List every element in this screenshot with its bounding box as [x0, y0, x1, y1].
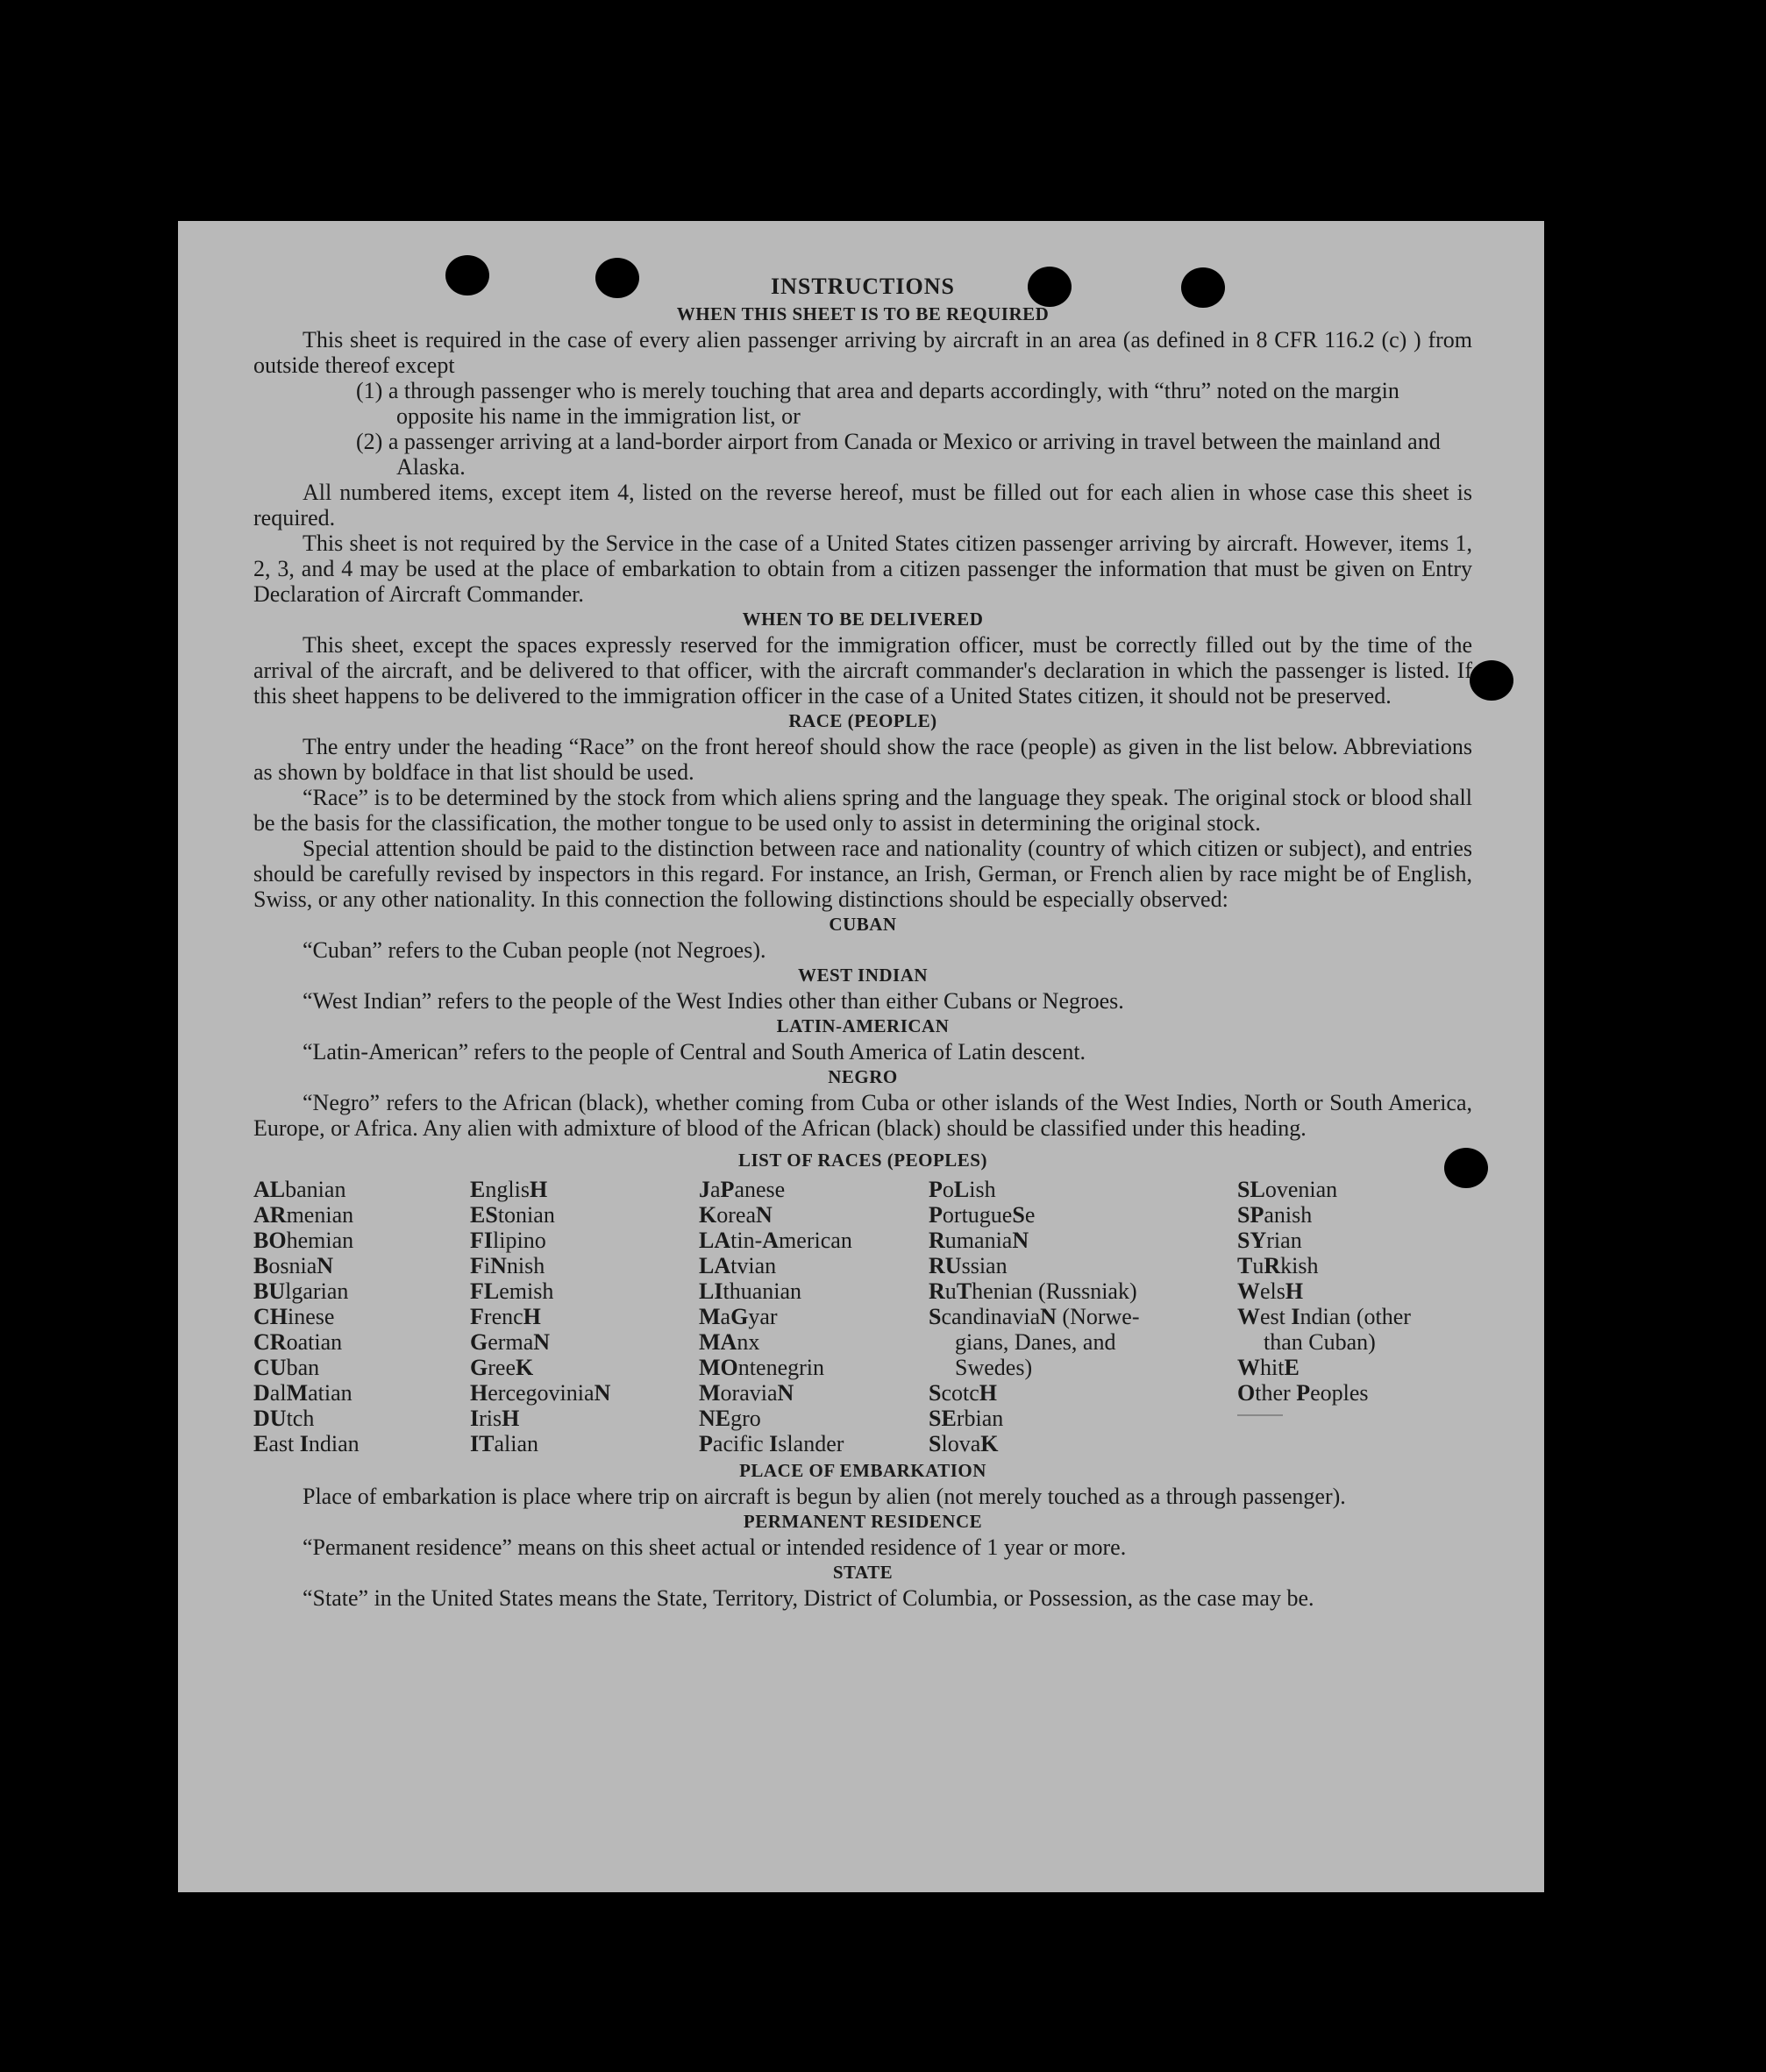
race-item: WhitE [1237, 1355, 1300, 1380]
race-item: RUssian [929, 1253, 1008, 1278]
paragraph-delivered: This sheet, except the spaces expressly reserved for the immigration officer, must be correctly filled out by the time of the arrival of the aircraft, and be delivered to that officer, with the aircraft commander's declaration in which the passenger is listed. If this sheet happens to be delivered to the immigration officer in the case of a United States citizen, it should not be preserved. [253, 632, 1472, 708]
race-item: SLovenian [1237, 1177, 1338, 1202]
race-item: DUtch [253, 1406, 315, 1431]
race-item: BosniaN [253, 1253, 334, 1278]
race-item: SlovaK [929, 1431, 999, 1456]
race-item: East Indian [253, 1431, 360, 1456]
race-item: PoLish [929, 1177, 996, 1202]
paragraph-citizen: This sheet is not required by the Service in the case of a United States citizen passenger arriving by aircraft. However, items 1, 2, 3, and 4 may be used at the place of embarkation to obtain from a citizen passenger the information that must be given on Entry Declaration of Aircraft Commander. [253, 530, 1472, 607]
race-item: FiNnish [470, 1253, 545, 1278]
race-item: WelsH [1237, 1278, 1304, 1304]
race-item: LAtvian [699, 1253, 777, 1278]
race-column [470, 1177, 699, 1456]
race-item: ALbanian [253, 1177, 346, 1202]
paragraph-west-indian: “West Indian” refers to the people of the West Indies other than either Cubans or Negroes. [303, 988, 1124, 1014]
race-item: SPanish [1237, 1202, 1313, 1228]
race-item: BUlgarian [253, 1278, 349, 1304]
heading-embarkation: PLACE OF EMBARKATION [739, 1460, 986, 1481]
race-item: RumaniaN [929, 1228, 1029, 1253]
heading-latin-american: LATIN-AMERICAN [776, 1015, 950, 1036]
exception-2: (2) a passenger arriving at a land-border airport from Canada or Mexico or arriving in travel between the mainland and Alaska. [356, 429, 1441, 480]
race-column [699, 1177, 929, 1456]
race-item: ITalian [470, 1431, 539, 1456]
paragraph-race-2: “Race” is to be determined by the stock from which aliens spring and the language they speak. The original stock or blood shall be the basis for the classification, the mother tongue to be used only to assist in determining the original stock. [253, 785, 1472, 836]
paragraph-permanent-residence: “Permanent residence” means on this sheet actual or intended residence of 1 year or more. [303, 1534, 1127, 1560]
divider [1237, 1414, 1283, 1416]
race-item: BOhemian [253, 1228, 354, 1253]
page-title: INSTRUCTIONS [771, 274, 955, 299]
heading-when-delivered: WHEN TO BE DELIVERED [742, 609, 984, 630]
instructions-body [253, 272, 1472, 1611]
race-item: CUban [253, 1355, 320, 1380]
race-item: DalMatian [253, 1380, 352, 1406]
race-item: West Indian (other [1237, 1304, 1411, 1329]
race-item: Swedes) [955, 1355, 1033, 1380]
race-item: HercegoviniaN [470, 1380, 611, 1406]
race-item: SErbian [929, 1406, 1004, 1431]
paragraph-numbered-items: All numbered items, except item 4, listed on the reverse hereof, must be filled out for each alien in whose case this sheet is required. [253, 480, 1472, 530]
race-item: ScotcH [929, 1380, 998, 1406]
heading-race: RACE (PEOPLE) [788, 710, 937, 731]
race-item: MaGyar [699, 1304, 778, 1329]
punch-hole [1470, 660, 1513, 701]
race-column [1237, 1177, 1472, 1456]
race-item: LAtin-American [699, 1228, 852, 1253]
race-item: CHinese [253, 1304, 335, 1329]
race-item: ScandinaviaN (Norwe- [929, 1304, 1140, 1329]
race-list [253, 1177, 1472, 1456]
race-column [929, 1177, 1237, 1456]
paragraph-state: “State” in the United States means the State, Territory, District of Columbia, or Possession, as the case may be. [303, 1585, 1314, 1611]
heading-west-indian: WEST INDIAN [797, 965, 929, 986]
race-item: Pacific Islander [699, 1431, 844, 1456]
race-item: EStonian [470, 1202, 555, 1228]
race-item: SYrian [1237, 1228, 1302, 1253]
race-item: MOntenegrin [699, 1355, 825, 1380]
paragraph-required-intro: This sheet is required in the case of every alien passenger arriving by aircraft in an area (as defined in 8 CFR 116.2 (c) ) from outside thereof except [253, 327, 1472, 378]
heading-cuban: CUBAN [829, 914, 897, 935]
race-item: FIlipino [470, 1228, 546, 1253]
race-item: MAnx [699, 1329, 760, 1355]
heading-list-of-races: LIST OF RACES (PEOPLES) [738, 1150, 987, 1171]
race-item: IrisH [470, 1406, 520, 1431]
race-item: CRoatian [253, 1329, 343, 1355]
race-item: Other Peoples [1237, 1380, 1369, 1406]
race-item: GermaN [470, 1329, 551, 1355]
instruction-sheet [178, 221, 1544, 1892]
race-item: NEgro [699, 1406, 761, 1431]
race-item: PortugueSe [929, 1202, 1036, 1228]
paragraph-cuban: “Cuban” refers to the Cuban people (not Negroes). [303, 937, 766, 963]
race-item: RuThenian (Russniak) [929, 1278, 1137, 1304]
exception-1: (1) a through passenger who is merely touching that area and departs accordingly, with “thru” noted on the margin opposite his name in the immigration list, or [356, 378, 1399, 429]
heading-when-required: WHEN THIS SHEET IS TO BE REQUIRED [676, 303, 1050, 324]
race-item: LIthuanian [699, 1278, 802, 1304]
race-item: FrencH [470, 1304, 541, 1329]
race-item: JaPanese [699, 1177, 786, 1202]
paragraph-race-1: The entry under the heading “Race” on the front hereof should show the race (people) as given in the list below. Abbreviations as shown by boldface in that list should be used. [253, 734, 1472, 785]
race-item: TuRkish [1237, 1253, 1319, 1278]
race-item: KoreaN [699, 1202, 773, 1228]
paragraph-race-3: Special attention should be paid to the distinction between race and nationality (country of which citizen or subject), and entries should be carefully revised by inspectors in this regard. For instance, an Irish, German, or French alien by race might be of English, Swiss, or any other nationality. In this connection the following distinctions should be especially observed: [253, 836, 1472, 912]
race-item: ARmenian [253, 1202, 354, 1228]
paragraph-negro: “Negro” refers to the African (black), whether coming from Cuba or other islands of the West Indies, North or South America, Europe, or Africa. Any alien with admixture of blood of the African (black) should be classified under this heading. [253, 1090, 1472, 1141]
paragraph-latin-american: “Latin-American” refers to the people of Central and South America of Latin descent. [303, 1039, 1086, 1064]
race-column [253, 1177, 470, 1456]
race-item: MoraviaN [699, 1380, 794, 1406]
race-item: GreeK [470, 1355, 534, 1380]
heading-negro: NEGRO [828, 1066, 898, 1087]
paragraph-embarkation: Place of embarkation is place where trip on aircraft is begun by alien (not merely touched as a through passenger). [303, 1484, 1346, 1509]
race-item: than Cuban) [1264, 1329, 1376, 1355]
race-item: FLemish [470, 1278, 554, 1304]
heading-permanent-residence: PERMANENT RESIDENCE [743, 1511, 983, 1532]
race-item: gians, Danes, and [955, 1329, 1116, 1355]
heading-state: STATE [832, 1562, 894, 1583]
race-item: EnglisH [470, 1177, 548, 1202]
